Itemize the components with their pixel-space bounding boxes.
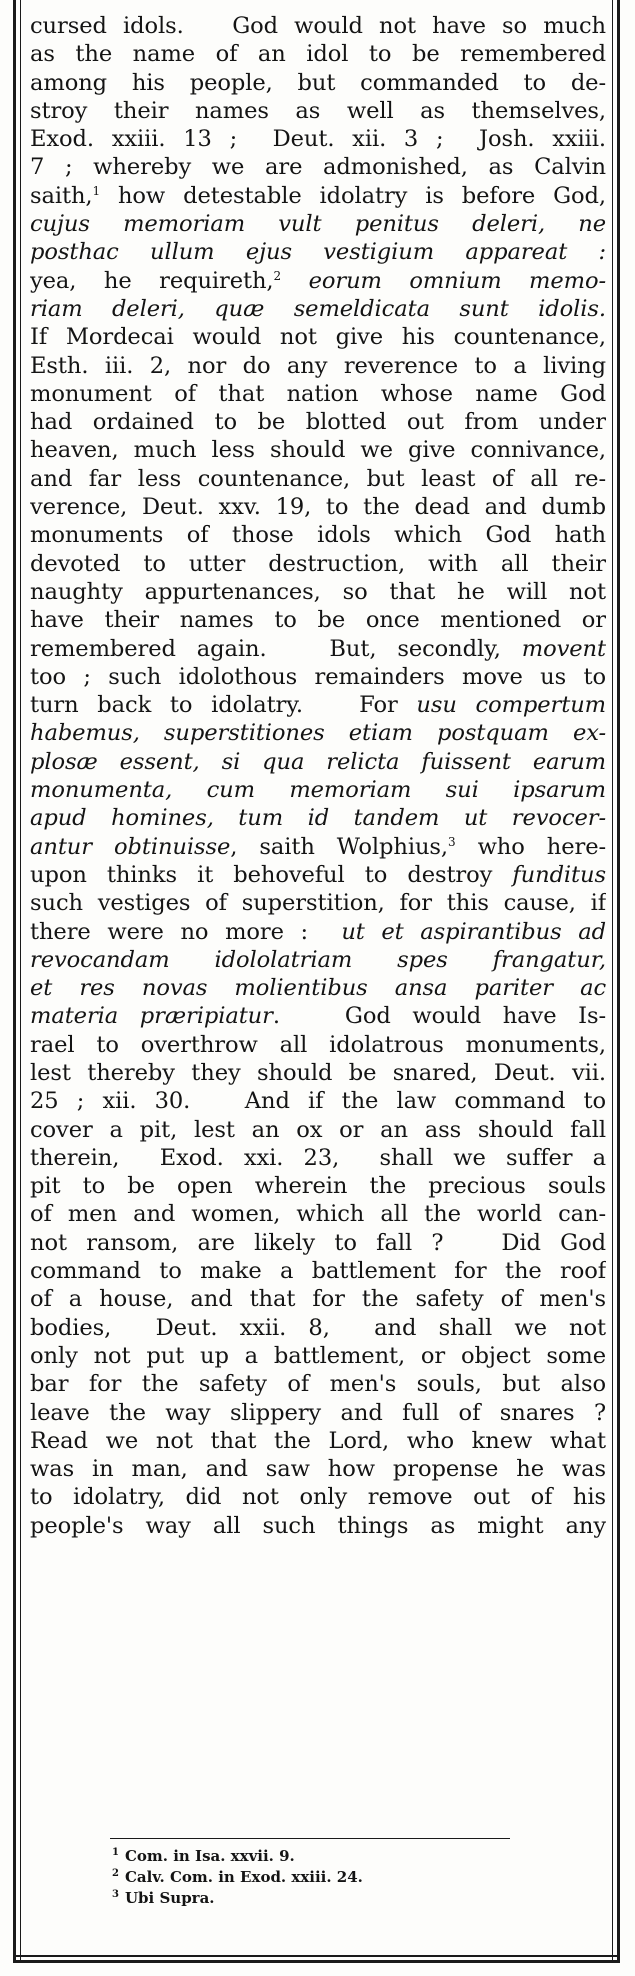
text-segment: command to make a battlement for the roof xyxy=(30,1258,606,1285)
footnote-mark: 2 xyxy=(112,1868,119,1879)
right-border-thin-rule xyxy=(612,0,613,1962)
text-segment: remembered again. But, secondly, xyxy=(30,635,522,662)
text-line xyxy=(30,408,606,436)
text-line xyxy=(30,550,606,578)
footnote-text: Com. in Isa. xxvii. 9. xyxy=(124,1847,295,1865)
left-border-thick-rule xyxy=(13,0,16,1962)
text-segment: yea, he requireth, xyxy=(30,267,274,294)
latin-quotation: funditus xyxy=(512,861,606,888)
footnote-mark: 3 xyxy=(112,1889,119,1900)
text-segment: monument of that nation whose name God xyxy=(30,380,606,407)
text-segment: pit to be open wherein the precious souls xyxy=(30,1173,606,1200)
text-line xyxy=(30,1285,606,1313)
text-line xyxy=(30,493,606,521)
text-segment: turn back to idolatry. For xyxy=(30,692,417,719)
text-segment: such vestiges of superstition, for this cause, if xyxy=(30,890,606,917)
text-line xyxy=(30,946,606,974)
text-line xyxy=(30,1172,606,1200)
text-segment: verence, Deut. xxv. 19, to the dead and dumb xyxy=(30,494,606,521)
text-line xyxy=(30,1087,606,1115)
text-segment: Exod. xxiii. 13 ; Deut. xii. 3 ; Josh. xxiii. xyxy=(30,126,606,153)
text-line xyxy=(30,1314,606,1342)
text-line xyxy=(30,635,606,663)
text-segment: stroy their names as well as themselves, xyxy=(30,97,606,124)
text-segment: how detestable idolatry is before God, xyxy=(100,182,606,209)
text-line xyxy=(30,12,606,40)
text-segment: Read we not that the Lord, who knew what xyxy=(30,1427,606,1454)
footnote xyxy=(112,1846,572,1867)
text-segment xyxy=(281,268,309,294)
text-segment: naughty appurtenances, so that he will not xyxy=(30,578,606,605)
text-line xyxy=(30,210,606,238)
text-line xyxy=(30,1342,606,1370)
text-segment: only not put up a battlement, or object some xyxy=(30,1342,606,1369)
latin-quotation: movent xyxy=(521,635,606,662)
text-line xyxy=(30,69,606,97)
text-line xyxy=(30,1031,606,1059)
text-line xyxy=(30,1427,606,1455)
footnote xyxy=(112,1867,572,1888)
latin-quotation: et res novas molientibus ansa pariter ac xyxy=(30,975,606,1002)
bottom-border-thin-rule xyxy=(13,1955,620,1957)
text-line xyxy=(30,1144,606,1172)
text-segment: cover a pit, lest an ox or an ass should fall xyxy=(30,1116,606,1143)
right-border-thick-rule xyxy=(617,0,620,1962)
text-line xyxy=(30,295,606,323)
text-segment: had ordained to be blotted out from under xyxy=(30,409,606,436)
text-segment: devoted to utter destruction, with all their xyxy=(30,550,606,577)
footnote xyxy=(112,1888,572,1909)
text-line xyxy=(30,1059,606,1087)
text-segment: monuments of those idols which God hath xyxy=(30,522,606,549)
text-line xyxy=(30,606,606,634)
text-line xyxy=(30,804,606,832)
text-segment: lest thereby they should be snared, Deut. vii. xyxy=(30,1059,606,1086)
text-line xyxy=(30,267,606,295)
text-line xyxy=(30,521,606,549)
footnote-text: Calv. Com. in Exod. xxiii. 24. xyxy=(124,1868,363,1886)
text-line xyxy=(30,1512,606,1540)
text-segment: . God would have Is- xyxy=(272,1003,606,1030)
text-line xyxy=(30,833,606,861)
latin-quotation: habemus, superstitiones etiam postquam ex- xyxy=(30,720,606,747)
latin-quotation: ut et aspirantibus ad xyxy=(341,918,606,945)
text-line xyxy=(30,465,606,493)
text-segment: there were no more : xyxy=(30,918,342,945)
text-line xyxy=(30,889,606,917)
text-segment: Esth. iii. 2, nor do any reverence to a living xyxy=(30,352,606,379)
text-line xyxy=(30,1200,606,1228)
latin-quotation: plosæ essent, si qua relicta fuissent earum xyxy=(30,748,606,775)
text-segment: not ransom, are likely to fall ? Did God xyxy=(30,1229,606,1256)
text-line xyxy=(30,776,606,804)
text-line xyxy=(30,182,606,210)
text-segment: If Mordecai would not give his countenance, xyxy=(30,324,606,351)
text-line xyxy=(30,974,606,1002)
text-line xyxy=(30,436,606,464)
text-line xyxy=(30,1455,606,1483)
footnote-reference: 1 xyxy=(92,183,101,198)
text-segment: of men and women, which all the world can- xyxy=(30,1201,606,1228)
text-line xyxy=(30,578,606,606)
text-segment: of a house, and that for the safety of men's xyxy=(30,1286,606,1313)
text-line xyxy=(30,918,606,946)
text-segment: rael to overthrow all idolatrous monuments, xyxy=(30,1031,606,1058)
text-line xyxy=(30,40,606,68)
text-segment: heaven, much less should we give connivance, xyxy=(30,437,606,464)
text-line xyxy=(30,861,606,889)
text-line xyxy=(30,719,606,747)
footnote-separator xyxy=(110,1838,510,1839)
bottom-border-thick-rule xyxy=(13,1960,620,1963)
page-body-text xyxy=(30,12,606,1540)
text-segment: saith, xyxy=(30,182,93,209)
text-segment: 25 ; xii. 30. And if the law command to xyxy=(30,1088,606,1115)
text-segment: to idolatry, did not only remove out of his xyxy=(30,1484,606,1511)
text-segment: and far less countenance, but least of all re- xyxy=(30,465,606,492)
latin-quotation: cujus memoriam vult penitus deleri, ne xyxy=(30,211,606,238)
text-segment: have their names to be once mentioned or xyxy=(30,607,606,634)
footnote-mark: 1 xyxy=(112,1847,119,1858)
latin-quotation: usu compertum xyxy=(416,692,606,719)
text-line xyxy=(30,1257,606,1285)
latin-quotation: revocandam idololatriam spes frangatur, xyxy=(30,946,606,973)
text-segment: was in man, and saw how propense he was xyxy=(30,1456,606,1483)
text-line xyxy=(30,1116,606,1144)
text-segment: therein, Exod. xxi. 23, shall we suffer a xyxy=(30,1144,606,1171)
text-line xyxy=(30,238,606,266)
latin-quotation: apud homines, tum id tandem ut revocer- xyxy=(30,805,606,832)
text-line xyxy=(30,380,606,408)
text-segment: upon thinks it behoveful to destroy xyxy=(30,861,513,888)
text-line xyxy=(30,748,606,776)
footnotes xyxy=(112,1846,572,1909)
text-segment: leave the way slippery and full of snares ? xyxy=(30,1399,606,1426)
text-line xyxy=(30,323,606,351)
text-line xyxy=(30,1370,606,1398)
text-line xyxy=(30,352,606,380)
text-line xyxy=(30,1483,606,1511)
text-segment: people's way all such things as might any xyxy=(30,1512,606,1539)
text-segment: who here- xyxy=(455,833,606,860)
latin-quotation: posthac ullum ejus vestigium appareat : xyxy=(30,239,606,266)
text-segment: , saith Wolphius, xyxy=(230,833,448,860)
text-segment: bodies, Deut. xxii. 8, and shall we not xyxy=(30,1314,606,1341)
footnote-reference: 2 xyxy=(273,268,282,283)
latin-quotation: materia præripiatur xyxy=(30,1003,273,1030)
text-line xyxy=(30,153,606,181)
text-line xyxy=(30,125,606,153)
text-line xyxy=(30,1229,606,1257)
left-border-thin-rule xyxy=(20,0,21,1962)
text-line xyxy=(30,1002,606,1030)
text-line xyxy=(30,97,606,125)
latin-quotation: eorum omnium memo- xyxy=(308,267,606,294)
text-segment: bar for the safety of men's souls, but also xyxy=(30,1371,606,1398)
footnote-reference: 3 xyxy=(448,834,456,849)
text-segment: 7 ; whereby we are admonished, as Calvin xyxy=(30,154,606,181)
text-line xyxy=(30,663,606,691)
latin-quotation: riam deleri, quæ semeldicata sunt idolis. xyxy=(30,295,606,322)
text-segment: cursed idols. God would not have so much xyxy=(30,13,606,39)
latin-quotation: antur obtinuisse xyxy=(30,833,231,860)
text-line xyxy=(30,1399,606,1427)
text-segment: as the name of an idol to be remembered xyxy=(30,41,606,68)
text-line xyxy=(30,691,606,719)
text-segment: too ; such idolothous remainders move us to xyxy=(30,663,606,690)
footnote-text: Ubi Supra. xyxy=(124,1889,215,1907)
latin-quotation: monumenta, cum memoriam sui ipsarum xyxy=(30,777,606,804)
text-segment: among his people, but commanded to de- xyxy=(30,69,606,96)
